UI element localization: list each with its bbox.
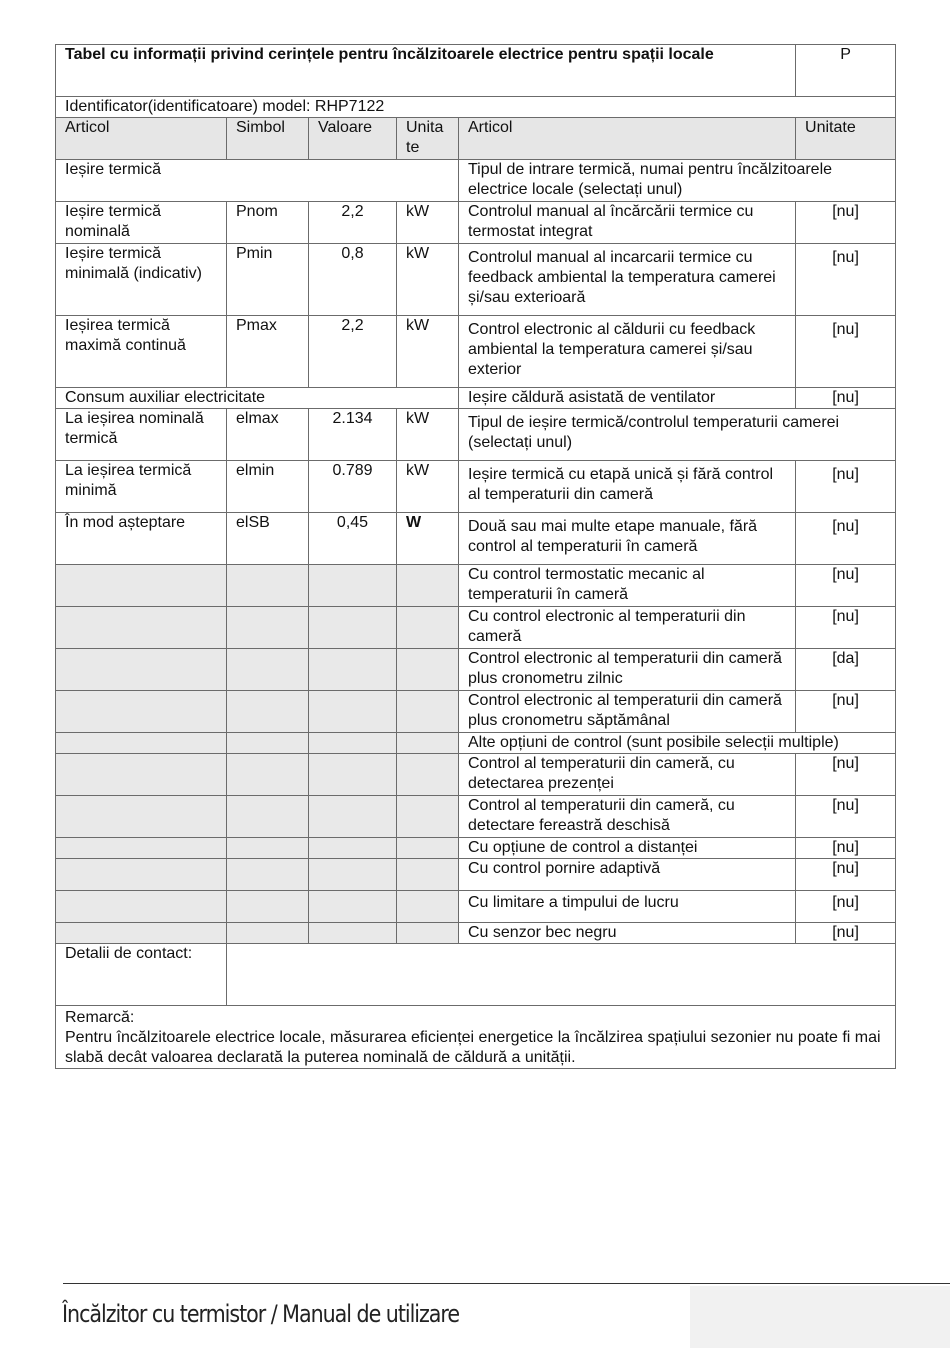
empty-cell <box>227 859 309 891</box>
footer-title: Încălzitor cu termistor / Manual de utilizare <box>62 1300 460 1328</box>
footer-divider <box>63 1283 950 1284</box>
table-row <box>56 691 896 733</box>
row-right-label: Două sau mai multe etape manuale, fără control al temperaturii în cameră <box>459 513 796 565</box>
empty-cell <box>227 754 309 796</box>
empty-cell <box>56 838 227 859</box>
aux-section: Consum auxiliar electricitate <box>56 388 459 409</box>
row-right-value: [nu] <box>796 565 896 607</box>
empty-cell <box>309 923 397 944</box>
row-right-label: Control electronic al căldurii cu feedback ambiental la temperatura camerei și/sau exterior <box>459 316 796 388</box>
row-unit: W <box>397 513 459 565</box>
contact-label: Detalii de contact: <box>56 944 227 1006</box>
fan-value: [nu] <box>796 388 896 409</box>
fan-label: Ieșire căldură asistată de ventilator <box>459 388 796 409</box>
empty-cell <box>397 733 459 754</box>
row-label: La ieșirea nominală termică <box>56 409 227 461</box>
row-right-label: Cu control termostatic mecanic al temperaturii în cameră <box>459 565 796 607</box>
empty-cell <box>56 754 227 796</box>
empty-cell <box>309 754 397 796</box>
table-row <box>56 754 896 796</box>
row-right-value: [nu] <box>796 202 896 244</box>
control-type-section: Tipul de ieșire termică/controlul temperaturii camerei (selectați unul) <box>459 409 896 461</box>
row-symbol: elmax <box>227 409 309 461</box>
empty-cell <box>397 859 459 891</box>
row-unit: kW <box>397 409 459 461</box>
row-symbol: elmin <box>227 461 309 513</box>
row-right-label: Cu limitare a timpului de lucru <box>459 891 796 923</box>
empty-cell <box>227 649 309 691</box>
empty-cell <box>309 838 397 859</box>
header-unit: Unita te <box>397 118 459 160</box>
model-identifier: Identificator(identificatoare) model: RHP7122 <box>56 97 896 118</box>
row-right-value: [nu] <box>796 838 896 859</box>
empty-cell <box>227 565 309 607</box>
row-value: 0,8 <box>309 244 397 316</box>
empty-cell <box>397 838 459 859</box>
row-unit: kW <box>397 202 459 244</box>
table-row <box>56 565 896 607</box>
table-row <box>56 923 896 944</box>
empty-cell <box>56 649 227 691</box>
empty-cell <box>309 691 397 733</box>
row-right-label: Control al temperaturii din cameră, cu detectare fereastră deschisă <box>459 796 796 838</box>
model-row <box>56 97 896 118</box>
row-unit: kW <box>397 316 459 388</box>
row-label: Ieșirea termică maximă continuă <box>56 316 227 388</box>
row-right-label: Control electronic al temperaturii din cameră plus cronometru zilnic <box>459 649 796 691</box>
remark-row <box>56 1006 896 1069</box>
row-right-value: [nu] <box>796 754 896 796</box>
row-right-value: [nu] <box>796 244 896 316</box>
table-row <box>56 461 896 513</box>
empty-cell <box>56 923 227 944</box>
row-right-value: [nu] <box>796 859 896 891</box>
row-value: 2.134 <box>309 409 397 461</box>
empty-cell <box>227 891 309 923</box>
row-label: La ieșirea termică minimă <box>56 461 227 513</box>
row-right-value: [nu] <box>796 796 896 838</box>
row-right-value: [nu] <box>796 316 896 388</box>
heat-input-section: Tipul de intrare termică, numai pentru încălzitoarele electrice locale (selectați unul) <box>459 160 896 202</box>
aux-section-row <box>56 388 896 409</box>
empty-cell <box>309 649 397 691</box>
row-right-value: [nu] <box>796 513 896 565</box>
header-article: Articol <box>56 118 227 160</box>
row-right-label: Controlul manual al incarcarii termice cu feedback ambiental la temperatura camerei și/sau exterioară <box>459 244 796 316</box>
section-row <box>56 160 896 202</box>
empty-cell <box>56 891 227 923</box>
row-right-label: Cu opțiune de control a distanței <box>459 838 796 859</box>
row-right-label: Cu control pornire adaptivă <box>459 859 796 891</box>
empty-cell <box>397 754 459 796</box>
row-value: 2,2 <box>309 202 397 244</box>
header-right-article: Articol <box>459 118 796 160</box>
row-symbol: elSB <box>227 513 309 565</box>
empty-cell <box>227 923 309 944</box>
row-right-value: [nu] <box>796 891 896 923</box>
empty-cell <box>227 838 309 859</box>
empty-cell <box>397 691 459 733</box>
contact-value <box>227 944 896 1006</box>
empty-cell <box>309 796 397 838</box>
energy-info-table <box>55 44 896 1069</box>
empty-cell <box>56 796 227 838</box>
empty-cell <box>56 565 227 607</box>
header-row <box>56 118 896 160</box>
empty-cell <box>309 891 397 923</box>
row-symbol: Pmax <box>227 316 309 388</box>
contact-row <box>56 944 896 1006</box>
row-right-value: [da] <box>796 649 896 691</box>
table-row <box>56 733 896 754</box>
empty-cell <box>397 796 459 838</box>
table-title: Tabel cu informații privind cerințele pentru încălzitoarele electrice pentru spații locale <box>56 45 796 97</box>
table-row <box>56 796 896 838</box>
empty-cell <box>397 565 459 607</box>
other-options-section: Alte opțiuni de control (sunt posibile selecții multiple) <box>459 733 896 754</box>
header-right-unit: Unitate <box>796 118 896 160</box>
empty-cell <box>56 733 227 754</box>
empty-cell <box>227 733 309 754</box>
remark-label: Remarcă: <box>65 1009 135 1026</box>
empty-cell <box>56 607 227 649</box>
row-value: 0,45 <box>309 513 397 565</box>
empty-cell <box>397 891 459 923</box>
empty-cell <box>227 691 309 733</box>
empty-cell <box>309 607 397 649</box>
row-label: Ieșire termică nominală <box>56 202 227 244</box>
row-symbol: Pnom <box>227 202 309 244</box>
row-label: Ieșire termică minimală (indicativ) <box>56 244 227 316</box>
row-symbol: Pmin <box>227 244 309 316</box>
footer-page-box <box>690 1286 950 1348</box>
empty-cell <box>56 691 227 733</box>
empty-cell <box>309 859 397 891</box>
row-right-label: Ieșire termică cu etapă unică și fără control al temperaturii din cameră <box>459 461 796 513</box>
empty-cell <box>397 607 459 649</box>
table-row <box>56 838 896 859</box>
row-right-label: Control electronic al temperaturii din cameră plus cronometru săptămânal <box>459 691 796 733</box>
row-right-label: Cu control electronic al temperaturii din cameră <box>459 607 796 649</box>
row-right-value: [nu] <box>796 691 896 733</box>
empty-cell <box>397 649 459 691</box>
table-title-code: P <box>796 45 896 97</box>
empty-cell <box>309 733 397 754</box>
row-unit: kW <box>397 244 459 316</box>
table-title-row <box>56 45 896 97</box>
table-row <box>56 409 896 461</box>
row-unit: kW <box>397 461 459 513</box>
row-right-label: Cu senzor bec negru <box>459 923 796 944</box>
header-symbol: Simbol <box>227 118 309 160</box>
heat-output-section: Ieșire termică <box>56 160 459 202</box>
empty-cell <box>309 565 397 607</box>
remark-text: Pentru încălzitoarele electrice locale, măsurarea eficienței energetice la încălzirea spațiului sezonier nu poate fi mai slabă decât valoarea declarată la puterea nominală de căldură a unității. <box>65 1029 881 1066</box>
table-row <box>56 316 896 388</box>
row-label: În mod așteptare <box>56 513 227 565</box>
table-row <box>56 202 896 244</box>
empty-cell <box>56 859 227 891</box>
table-row <box>56 859 896 891</box>
table-row <box>56 891 896 923</box>
row-right-label: Control al temperaturii din cameră, cu detectarea prezenței <box>459 754 796 796</box>
table-row <box>56 649 896 691</box>
header-value: Valoare <box>309 118 397 160</box>
table-row <box>56 513 896 565</box>
empty-cell <box>227 796 309 838</box>
row-value: 0.789 <box>309 461 397 513</box>
empty-cell <box>227 607 309 649</box>
remark-cell <box>56 1006 896 1069</box>
empty-cell <box>397 923 459 944</box>
row-right-value: [nu] <box>796 923 896 944</box>
row-right-label: Controlul manual al încărcării termice cu termostat integrat <box>459 202 796 244</box>
row-right-value: [nu] <box>796 607 896 649</box>
row-value: 2,2 <box>309 316 397 388</box>
table-row <box>56 607 896 649</box>
row-right-value: [nu] <box>796 461 896 513</box>
table-row <box>56 244 896 316</box>
